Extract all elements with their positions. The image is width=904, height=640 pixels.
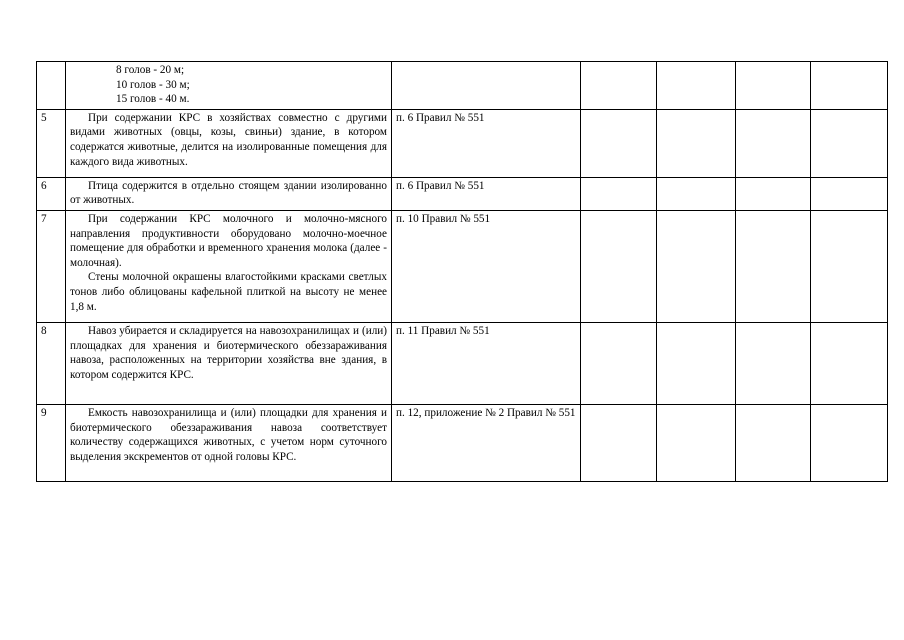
table-row [37, 404, 888, 481]
table-row [37, 109, 888, 177]
empty-cell[interactable] [736, 322, 811, 404]
empty-cell[interactable] [736, 62, 811, 110]
requirement-paragraph: Навоз убирается и складируется на навозохранилищах и (или) площадках для хранения и биотермического обеззараживания навоза, расположенных на территории хозяйства вне здания, в котором содержится КРС. [70, 324, 387, 381]
requirement-paragraph: Птица содержится в отдельно стоящем здании изолированно от животных. [70, 179, 387, 207]
empty-cell[interactable] [581, 210, 657, 322]
row-number: 6 [37, 177, 66, 210]
requirement-text [66, 322, 392, 404]
requirement-paragraph: Стены молочной окрашены влагостойкими красками светлых тонов либо облицованы кафельной плиткой на высоту не менее 1,8 м. [70, 271, 387, 313]
empty-cell[interactable] [657, 322, 736, 404]
requirement-text [66, 210, 392, 322]
empty-cell[interactable] [811, 322, 888, 404]
requirement-line: 8 голов - 20 м; [116, 64, 185, 76]
requirement-text [66, 404, 392, 481]
legal-reference: п. 10 Правил № 551 [392, 210, 581, 322]
requirement-line: 10 голов - 30 м; [116, 78, 190, 91]
empty-cell[interactable] [811, 62, 888, 110]
table-row [37, 177, 888, 210]
empty-cell[interactable] [811, 177, 888, 210]
requirement-paragraph: Емкость навозохранилища и (или) площадки для хранения и биотермического обеззараживания навоза соответствует количеству содержащихся животных, с учетом норм суточного выделения экскрементов от одной головы КРС. [70, 406, 387, 463]
legal-reference [392, 62, 581, 110]
empty-cell[interactable] [657, 62, 736, 110]
empty-cell[interactable] [657, 177, 736, 210]
row-number [37, 62, 66, 110]
empty-cell[interactable] [581, 109, 657, 177]
legal-reference: п. 6 Правил № 551 [392, 109, 581, 177]
empty-cell[interactable] [581, 62, 657, 110]
row-number: 9 [37, 404, 66, 481]
requirement-paragraph: При содержании КРС в хозяйствах совместно с другими видами животных (овцы, козы, свиньи) здание, в котором содержатся животные, делится на изолированные помещения для каждого вида животных. [70, 111, 387, 168]
empty-cell[interactable] [581, 322, 657, 404]
legal-reference: п. 6 Правил № 551 [392, 177, 581, 210]
requirement-text [66, 109, 392, 177]
row-number: 5 [37, 109, 66, 177]
row-number: 8 [37, 322, 66, 404]
empty-cell[interactable] [581, 404, 657, 481]
empty-cell[interactable] [736, 404, 811, 481]
empty-cell[interactable] [657, 210, 736, 322]
checklist-table [36, 61, 888, 482]
empty-cell[interactable] [581, 177, 657, 210]
requirement-text [66, 177, 392, 210]
empty-cell[interactable] [811, 109, 888, 177]
empty-cell[interactable] [736, 210, 811, 322]
table-row [37, 322, 888, 404]
empty-cell[interactable] [736, 109, 811, 177]
empty-cell[interactable] [657, 109, 736, 177]
table-row [37, 62, 888, 110]
empty-cell[interactable] [657, 404, 736, 481]
empty-cell[interactable] [811, 210, 888, 322]
table-row [37, 210, 888, 322]
legal-reference: п. 12, приложение № 2 Правил № 551 [392, 404, 581, 481]
row-number: 7 [37, 210, 66, 322]
empty-cell[interactable] [736, 177, 811, 210]
requirement-text [66, 62, 392, 110]
requirement-line: 15 голов - 40 м. [116, 93, 190, 106]
legal-reference: п. 11 Правил № 551 [392, 322, 581, 404]
requirement-paragraph: При содержании КРС молочного и молочно-мясного направления продуктивности оборудовано молочно-моечное помещение для обработки и временного хранения молока (далее - молочная). [70, 212, 387, 269]
empty-cell[interactable] [811, 404, 888, 481]
